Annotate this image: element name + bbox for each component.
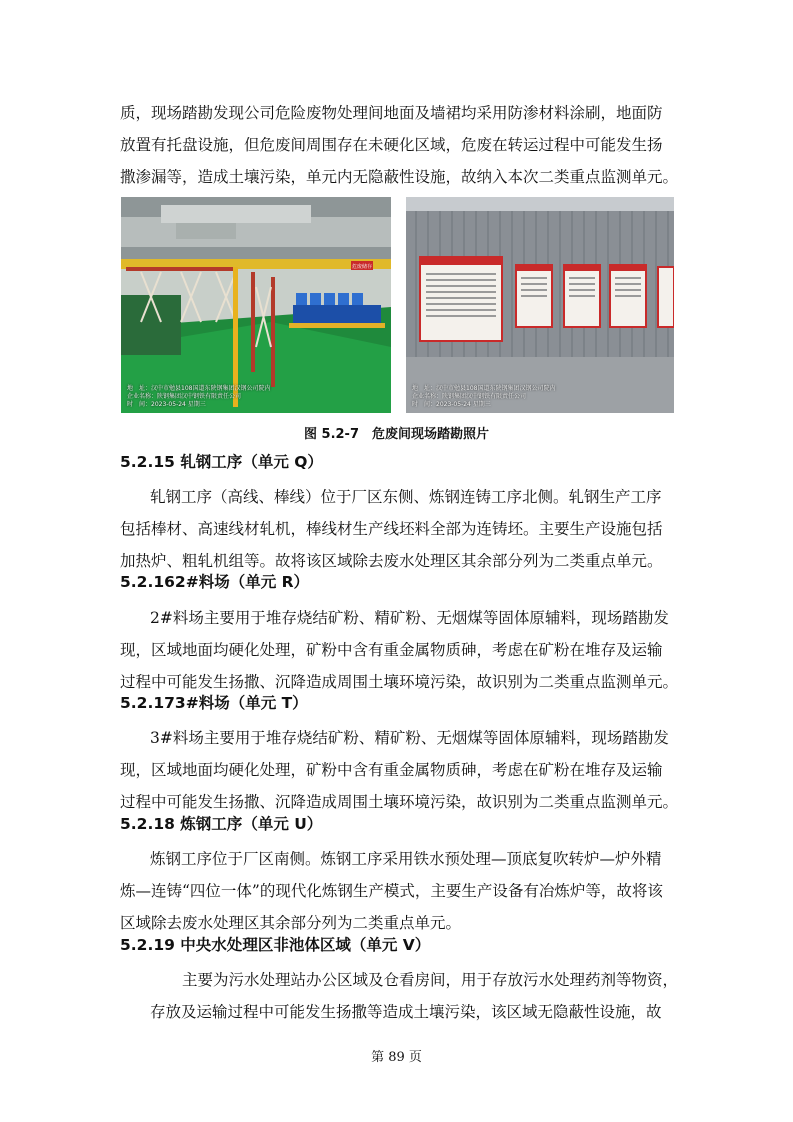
paragraph-line: 主要为污水处理站办公区域及仓看房间，用于存放污水处理药剂等物资， [182, 971, 679, 989]
sign-text: 危废储存 [351, 264, 373, 270]
hazardous-waste-room-photo-left [121, 197, 391, 413]
watermark-time: 时 间：2023-05-24 星期三 [412, 401, 491, 408]
watermark-address: 地 址：汉中市勉县108国道东陕钢集团汉钢公司院内 [127, 385, 271, 392]
paragraph-line: 过程中可能发生扬撒、沉降造成周围土壤环境污染，故识别为二类重点监测单元。 [120, 793, 679, 811]
photo-watermark-right [412, 385, 555, 409]
section-heading-5-2-16: 5.2.162#料场（单元 R） [120, 573, 310, 591]
paragraph-line: 2#料场主要用于堆存烧结矿粉、精矿粉、无烟煤等固体原辅料，现场踏勘发 [150, 609, 669, 627]
paragraph-line: 加热炉、粗轧机组等。故将该区域除去废水处理区其余部分列为二类重点单元。 [120, 552, 663, 570]
warehouse-interior-illustration [121, 197, 391, 413]
paragraph-line: 包括棒材、高速线材轧机，棒线材生产线坯料全部为连铸坯。主要生产设施包括 [120, 520, 663, 538]
paragraph-line: 现，区域地面均硬化处理，矿粉中含有重金属物质砷，考虑在矿粉在堆存及运输 [120, 641, 663, 659]
page-number: 第 89 页 [371, 1050, 422, 1065]
paragraph-line: 炼—连铸“四位一体”的现代化炼钢生产模式，主要生产设备有冶炼炉等，故将该 [120, 882, 663, 900]
figure-caption: 图 5.2-7 危废间现场踏勘照片 [304, 427, 489, 442]
photo-watermark-left [127, 385, 270, 409]
paragraph-line: 炼钢工序位于厂区南侧。炼钢工序采用铁水预处理—顶底复吹转炉—炉外精 [150, 850, 662, 868]
watermark-time: 时 间：2023-05-24 星期三 [127, 401, 206, 408]
paragraph-line: 现，区域地面均硬化处理，矿粉中含有重金属物质砷，考虑在矿粉在堆存及运输 [120, 761, 663, 779]
paragraph-line: 轧钢工序（高线、棒线）位于厂区东侧、炼钢连铸工序北侧。轧钢生产工序 [150, 488, 662, 506]
intro-line-1: 质，现场踏勘发现公司危险废物处理间地面及墙裙均采用防渗材料涂刷，地面防 [120, 104, 663, 122]
paragraph-line: 3#料场主要用于堆存烧结矿粉、精矿粉、无烟煤等固体原辅料，现场踏勘发 [150, 729, 669, 747]
paragraph-line: 存放及运输过程中可能发生扬撒等造成土壤污染，该区域无隐蔽性设施，故 [150, 1003, 662, 1021]
paragraph-line: 区域除去废水处理区其余部分列为二类重点单元。 [120, 914, 462, 932]
watermark-address: 地 址：汉中市勉县108国道东陕钢集团汉钢公司院内 [412, 385, 556, 392]
section-heading-5-2-19: 5.2.19 中央水处理区非池体区域（单元 V） [120, 936, 431, 954]
intro-line-2: 放置有托盘设施，但危废间周围存在未硬化区域，危废在转运过程中可能发生扬 [120, 136, 663, 154]
paragraph-line: 过程中可能发生扬撒、沉降造成周围土壤环境污染，故识别为二类重点监测单元。 [120, 673, 679, 691]
watermark-company: 企业名称：陕钢集团汉中钢铁有限责任公司 [412, 393, 527, 400]
intro-line-3: 撒渗漏等，造成土壤污染，单元内无隐蔽性设施，故纳入本次二类重点监测单元。 [120, 168, 679, 186]
watermark-company: 企业名称：陕钢集团汉中钢铁有限责任公司 [127, 393, 242, 400]
section-heading-5-2-17: 5.2.173#料场（单元 T） [120, 694, 308, 712]
hazardous-waste-room-photo-right [406, 197, 674, 413]
wall-notice-boards-illustration [406, 197, 674, 413]
section-heading-5-2-18: 5.2.18 炼钢工序（单元 U） [120, 815, 323, 833]
section-heading-5-2-15: 5.2.15 轧钢工序（单元 Q） [120, 453, 323, 471]
